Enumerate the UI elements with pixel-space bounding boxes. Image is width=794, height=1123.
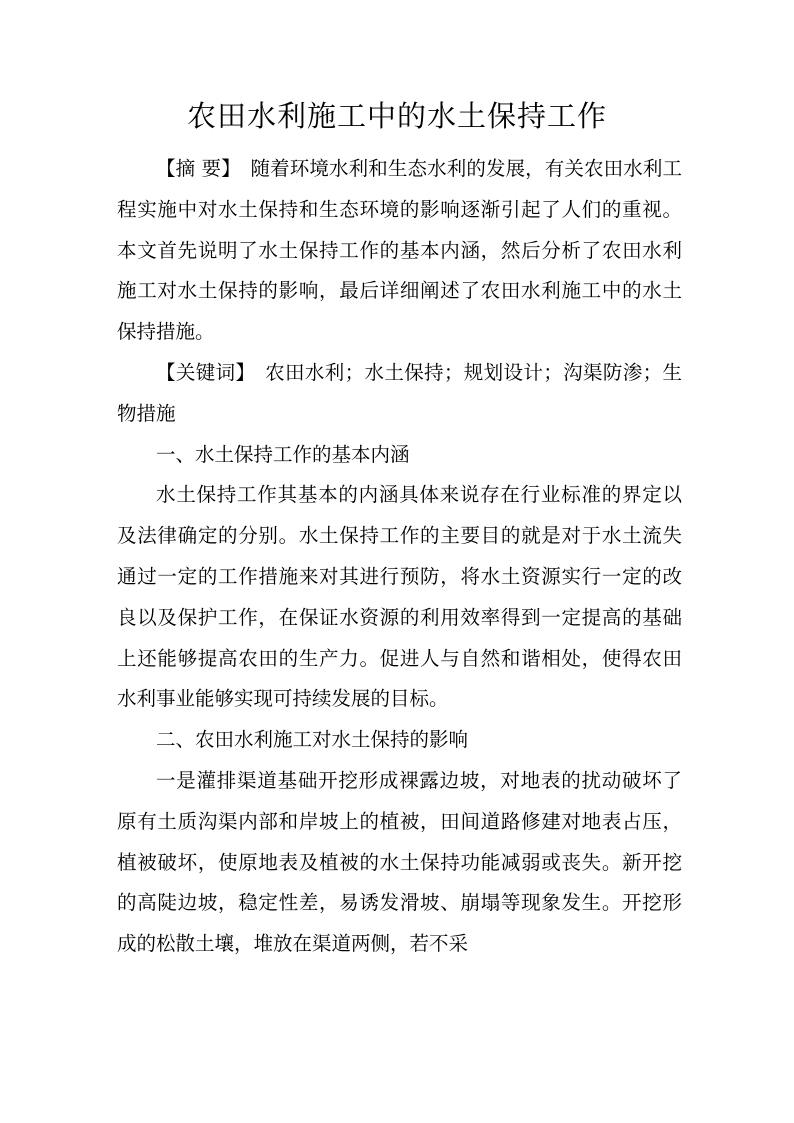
abstract-paragraph — [117, 149, 682, 353]
document-title: 农田水利施工中的水土保持工作 — [186, 99, 607, 133]
abstract-text: 随着环境水利和生态水利的发展，有关农田水利工程实施中对水土保持和生态环境的影响逐渐引起了人们的重视。本文首先说明了水土保持工作的基本内涵，然后分析了农田水利施工对水土保持的影响，最后详细阐述了农田水利施工中的水土保持措施。 — [117, 157, 682, 344]
section-heading-2: 二、农田水利施工对水土保持的影响 — [156, 728, 469, 752]
document-body — [117, 149, 682, 965]
abstract-label: 【摘 要】 — [156, 157, 241, 180]
keywords-paragraph — [117, 353, 682, 435]
keywords-label: 【关键词】 — [156, 360, 256, 384]
keywords-text: 农田水利；水土保持；规划设计；沟渠防渗；生物措施 — [117, 360, 682, 425]
section-2-paragraph: 一是灌排渠道基础开挖形成裸露边坡，对地表的扰动破坏了原有土质沟渠内部和岸坡上的植被，田间道路修建对地表占压，植被破坏，使原地表及植被的水土保持功能减弱或丧失。新开挖的高陡边坡，稳定性差，易诱发滑坡、崩塌等现象发生。开挖形成的松散土壤，堆放在渠道两侧，若不采 — [117, 768, 682, 956]
section-1-paragraph: 水土保持工作其基本的内涵具体来说存在行业标准的界定以及法律确定的分别。水土保持工作的主要目的就是对于水土流失通过一定的工作措施来对其进行预防，将水土资源实行一定的改良以及保护工作，在保证水资源的利用效率得到一定提高的基础上还能够提高农田的生产力。促进人与自然和谐相处，使得农田水利事业能够实现可持续发展的目标。 — [117, 483, 682, 711]
section-heading-1: 一、水土保持工作的基本内涵 — [156, 442, 410, 466]
